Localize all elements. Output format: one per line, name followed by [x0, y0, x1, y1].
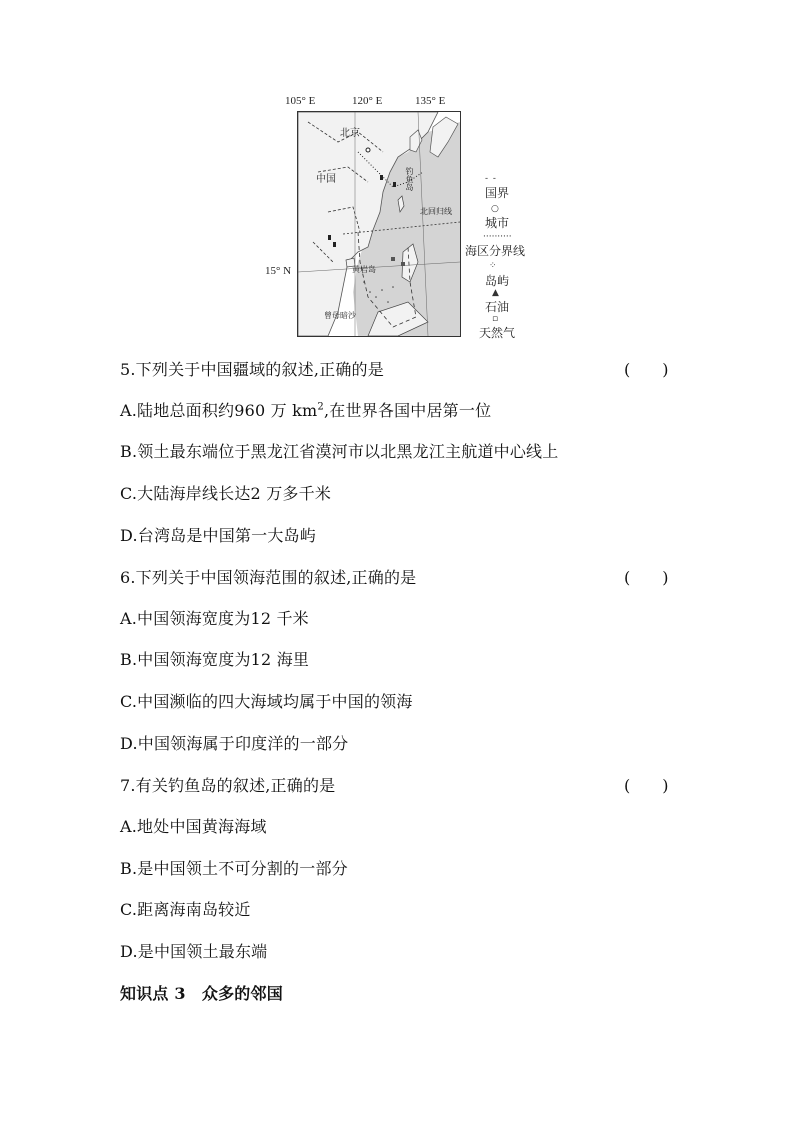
question-5-stem: 5.下列关于中国疆域的叙述,正确的是 [120, 360, 384, 379]
question-5-answer-bracket[interactable]: ( ) [624, 360, 669, 379]
legend-sea-boundary-label: 海区分界线 [465, 244, 526, 258]
map-label-tropic: 北回归线 [420, 207, 452, 216]
question-6-stem: 6.下列关于中国领海范围的叙述,正确的是 [120, 568, 417, 587]
map-label-diaoyu: 钓鱼岛 [405, 167, 414, 191]
map-label-china: 中国 [316, 174, 336, 185]
question-6-option-d[interactable]: D.中国领海属于印度洋的一部分 [120, 734, 349, 753]
map-image [297, 111, 461, 337]
question-7-option-c[interactable]: C.距离海南岛较近 [120, 900, 251, 919]
question-7-option-d[interactable]: D.是中国领土最东端 [120, 942, 268, 961]
question-5-option-c[interactable]: C.大陆海岸线长达2 万多千米 [120, 484, 332, 503]
question-5-option-a[interactable] [120, 398, 491, 421]
section-heading: 知识点 3 众多的邻国 [120, 984, 283, 1003]
legend-island-label: 岛屿 [485, 274, 510, 288]
question-7-answer-bracket[interactable]: ( ) [624, 776, 669, 795]
question-7-option-b[interactable]: B.是中国领土不可分割的一部分 [120, 859, 348, 878]
question-6-answer-bracket[interactable]: ( ) [624, 568, 669, 587]
lat-label-15n: 15° N [265, 265, 292, 277]
city-dot-icon: ○ [491, 204, 499, 214]
legend-city-label: 城市 [485, 216, 510, 230]
question-7-option-a[interactable]: A.地处中国黄海海域 [120, 817, 267, 836]
option-a-text: A.陆地总面积约960 万 km [120, 401, 318, 420]
question-6-option-c[interactable]: C.中国濒临的四大海域均属于中国的领海 [120, 692, 413, 711]
lon-label-135: 135° E [415, 95, 446, 107]
lon-label-120: 120° E [352, 95, 383, 107]
question-6-option-a[interactable]: A.中国领海宽度为12 千米 [120, 609, 309, 628]
question-7-stem: 7.有关钓鱼岛的叙述,正确的是 [120, 776, 336, 795]
question-5-option-d[interactable]: D.台湾岛是中国第一大岛屿 [120, 526, 316, 545]
lon-label-105: 105° E [285, 95, 316, 107]
map-label-beijing: 北京 [340, 128, 360, 139]
map-label-nansha: 曾母暗沙 [324, 311, 356, 320]
legend-border-label: 国界 [485, 186, 510, 200]
oil-icon: ▲ [492, 288, 499, 298]
question-6-option-b[interactable]: B.中国领海宽度为12 海里 [120, 650, 310, 669]
option-a-text-rest: ,在世界各国中居第一位 [323, 401, 492, 420]
legend-oil-label: 石油 [485, 300, 510, 314]
question-5-option-b[interactable]: B.领土最东端位于黑龙江省漠河市以北黑龙江主航道中心线上 [120, 442, 559, 461]
legend-gas-label: 天然气 [479, 326, 516, 340]
superscript: 2 [317, 401, 324, 413]
china-map-svg [298, 112, 460, 336]
map-figure [255, 92, 545, 352]
gas-icon: ▫ [492, 314, 499, 324]
island-icon: ⁘ [489, 261, 497, 271]
dotted-line-icon: ·········· [483, 232, 512, 242]
border-line-icon: - - [485, 174, 497, 184]
map-label-huangyan: 黄岩岛 [352, 265, 376, 274]
